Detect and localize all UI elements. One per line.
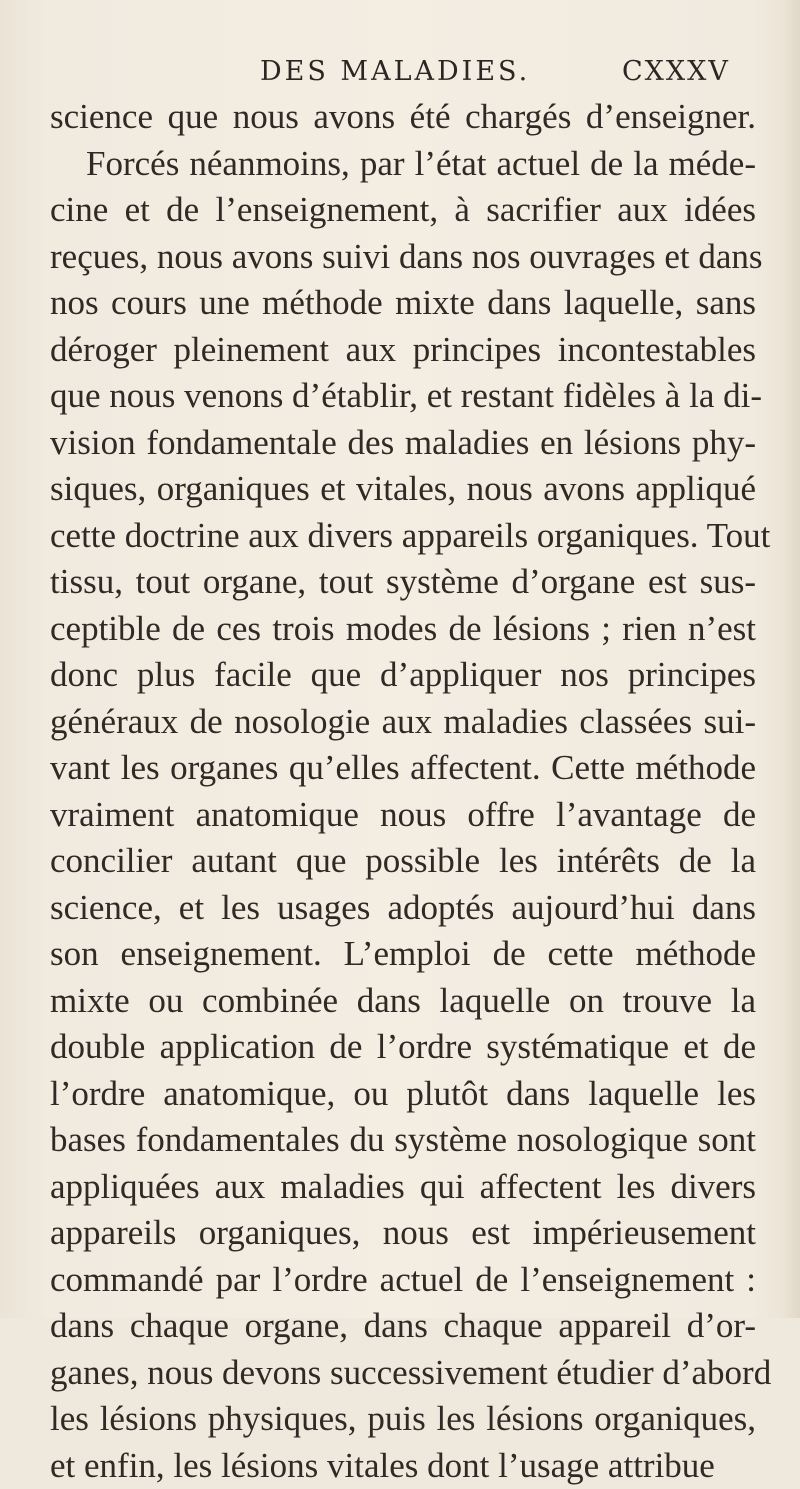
text-line: bases fondamentales du système nosologique sont — [50, 1117, 756, 1164]
text-line: siques, organiques et vitales, nous avons appliqué — [50, 466, 756, 513]
text-line: ceptible de ces trois modes de lésions ; rien n’est — [50, 606, 756, 653]
text-line: appliquées aux maladies qui affectent les divers — [50, 1164, 756, 1211]
text-line: cette doctrine aux divers appareils organiques. Tout — [50, 513, 756, 560]
text-line: dans chaque organe, dans chaque appareil d’or- — [50, 1303, 756, 1350]
text-line: appareils organiques, nous est impérieusement — [50, 1210, 756, 1257]
text-line: science, et les usages adoptés aujourd’hui dans — [50, 885, 756, 932]
text-line: vision fondamentale des maladies en lésions phy- — [50, 420, 756, 467]
text-line: Forcés néanmoins, par l’état actuel de la méde- — [50, 141, 756, 188]
text-line: vant les organes qu’elles affectent. Cette méthode — [50, 745, 756, 792]
running-title: DES MALADIES. — [260, 56, 530, 87]
text-line: mixte ou combinée dans laquelle on trouve la — [50, 978, 756, 1025]
text-line: concilier autant que possible les intérêts de la — [50, 838, 756, 885]
text-line: science que nous avons été chargés d’enseigner. — [50, 94, 756, 141]
text-line: généraux de nosologie aux maladies classées sui- — [50, 699, 756, 746]
text-line: cine et de l’enseignement, à sacrifier aux idées — [50, 187, 756, 234]
body-text — [50, 94, 756, 1489]
page-number: CXXXV — [622, 56, 730, 87]
text-line: tissu, tout organe, tout système d’organe est sus- — [50, 559, 756, 606]
running-head — [0, 56, 800, 96]
page-edge-shadow — [782, 0, 800, 1318]
text-line: son enseignement. L’emploi de cette méthode — [50, 931, 756, 978]
text-line: reçues, nous avons suivi dans nos ouvrages et dans — [50, 234, 756, 281]
text-line: nos cours une méthode mixte dans laquelle, sans — [50, 280, 756, 327]
text-line: ganes, nous devons successivement étudier d’abord — [50, 1350, 756, 1397]
text-line: l’ordre anatomique, ou plutôt dans laquelle les — [50, 1071, 756, 1118]
text-line: double application de l’ordre systématique et de — [50, 1024, 756, 1071]
text-line: commandé par l’ordre actuel de l’enseignement : — [50, 1257, 756, 1304]
text-line: que nous venons d’établir, et restant fidèles à la di- — [50, 373, 756, 420]
text-line: donc plus facile que d’appliquer nos principes — [50, 652, 756, 699]
text-line: et enfin, les lésions vitales dont l’usage attribue — [50, 1443, 756, 1489]
text-line: les lésions physiques, puis les lésions organiques, — [50, 1396, 756, 1443]
text-line: vraiment anatomique nous offre l’avantage de — [50, 792, 756, 839]
text-line: déroger pleinement aux principes incontestables — [50, 327, 756, 374]
